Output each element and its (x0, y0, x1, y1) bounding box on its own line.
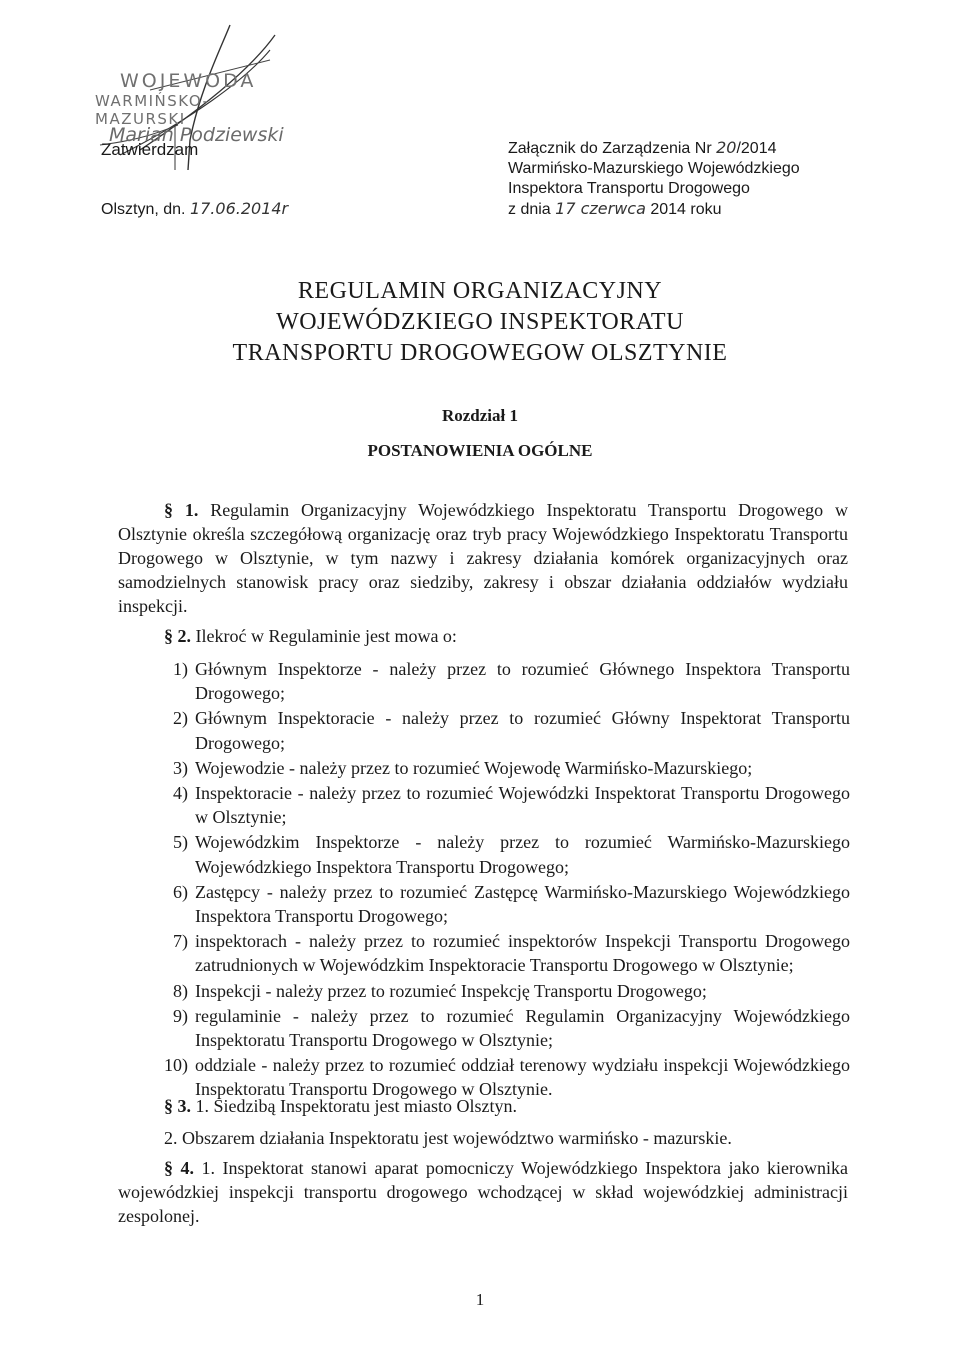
annex-header (508, 138, 800, 220)
definition-item (150, 979, 850, 1003)
definition-number: 3) (173, 757, 188, 778)
paragraph-3-p1: 1. Siedzibą Inspektoratu jest miasto Olsztyn. (195, 1096, 517, 1116)
paragraph-2-intro (118, 624, 848, 648)
document-title (0, 276, 960, 369)
paragraph-4-mark: § 4. (164, 1158, 194, 1178)
handwritten-date: 17.06.2014r (189, 199, 289, 218)
definitions-list (150, 657, 850, 1103)
paragraph-1-text: Regulamin Organizacyjny Wojewódzkiego Inspektoratu Transportu Drogowego w Olsztynie określa szczegółową organizację oraz tryb pracy Wojewódzkiego Inspektoratu Transportu Drogowego w Olsztynie, w tym nazwy i zakresy działania komórek organizacyjnych oraz samodzielnych stanowisk pracy oraz siedziby, zakresy i obszar działania oddziałów wydziału inspekcji. (118, 500, 849, 616)
paragraph-1 (118, 498, 848, 618)
definition-text: Głównym Inspektorze - należy przez to rozumieć Głównego Inspektora Transportu Drogowego; (195, 659, 850, 704)
paragraph-3-p2: 2. Obszarem działania Inspektoratu jest województwo warmińsko - mazurskie. (164, 1128, 732, 1148)
definition-item (150, 1004, 850, 1052)
definition-text: Wojewódzkim Inspektorze - należy przez to rozumieć Warmińsko-Mazurskiego Wojewódzkiego Inspektora Transportu Drogowego; (195, 832, 850, 877)
stamp-name: Marian Podziewski (109, 124, 284, 146)
annex-date-handwritten: 17 czerwca (555, 199, 646, 218)
stamp-line2: WARMIŃSKO-MAZURSKI (95, 92, 210, 128)
definition-number: 9) (173, 1005, 188, 1026)
definition-number: 4) (173, 783, 188, 804)
stamp-line1: WOJEWODA (120, 70, 257, 92)
definition-number: 7) (173, 931, 188, 952)
definition-text: Inspektoracie - należy przez to rozumieć Wojewódzki Inspektorat Transportu Drogowego w Olsztynie; (195, 783, 850, 828)
definition-text: regulaminie - należy przez to rozumieć Regulamin Organizacyjny Wojewódzkiego Inspektoratu Transportu Drogowego w Olsztynie; (195, 1005, 850, 1051)
approval-date-prefix: Olsztyn, dn. (101, 201, 186, 218)
definition-item (150, 781, 850, 829)
definition-number: 2) (173, 708, 188, 729)
annex-line2: Warmińsko-Mazurskiego Wojewódzkiego (508, 160, 800, 177)
definition-item (150, 756, 850, 780)
approval-date (101, 199, 288, 219)
annex-line1-suffix: /2014 (736, 140, 777, 157)
paragraph-4-text: 1. Inspektorat stanowi aparat pomocniczy Wojewódzkiego Inspektora jako kierownika wojewódzkiej inspekcji transportu drogowego wchodzącej w skład wojewódzkiej administracji zespolonej. (118, 1158, 849, 1226)
paragraph-4 (118, 1156, 848, 1228)
definition-number: 1) (173, 659, 188, 679)
definition-text: oddziale - należy przez to rozumieć oddział terenowy wydziału inspekcji Wojewódzkiego Inspektoratu Transportu Drogowego w Olsztynie. (195, 1055, 850, 1100)
paragraph-2-intro-text: Ilekroć w Regulaminie jest mowa o: (195, 626, 457, 646)
annex-line1 (508, 138, 800, 159)
definition-number: 8) (173, 980, 188, 1001)
definition-item (150, 706, 850, 754)
annex-number-handwritten: 20 (716, 138, 737, 157)
annex-line3: Inspektora Transportu Drogowego (508, 180, 750, 197)
definition-text: inspektorach - należy przez to rozumieć inspektorów Inspekcji Transportu Drogowego zatrudnionych w Wojewódzkim Inspektoracie Transportu Drogowego w Olsztynie; (195, 931, 850, 976)
chapter-subtitle: POSTANOWIENIA OGÓLNE (367, 441, 593, 460)
definition-item (150, 657, 850, 705)
page-number: 1 (475, 1290, 485, 1309)
annex-line4-prefix: z dnia (508, 201, 551, 218)
definition-text: Zastępcy - należy przez to rozumieć Zastępcę Warmińsko-Mazurskiego Wojewódzkiego Inspektora Transportu Drogowego; (195, 881, 850, 927)
definition-text: Głównym Inspektoracie - należy przez to rozumieć Główny Inspektorat Transportu Drogowego; (195, 708, 850, 753)
chapter-label: Rozdział 1 (441, 406, 519, 425)
official-stamp (95, 66, 295, 128)
title-line2: WOJEWÓDZKIEGO INSPEKTORATU (276, 309, 684, 335)
approval-label: Zatwierdzam (101, 140, 199, 159)
definition-number: 10) (164, 1055, 188, 1076)
definition-text: Inspekcji - należy przez to rozumieć Inspekcję Transportu Drogowego; (195, 980, 707, 1001)
annex-line1-prefix: Załącznik do Zarządzenia Nr (508, 140, 712, 157)
definition-item (150, 880, 850, 928)
paragraph-2-mark: § 2. (164, 626, 191, 646)
definition-text: Wojewodzie - należy przez to rozumieć Wojewodę Warmińsko-Mazurskiego; (195, 757, 753, 778)
annex-line4-suffix: 2014 roku (650, 201, 722, 218)
title-line3: TRANSPORTU DROGOWEGOW OLSZTYNIE (232, 340, 728, 366)
definition-number: 5) (173, 832, 188, 853)
title-line1: REGULAMIN ORGANIZACYJNY (297, 278, 663, 304)
definition-number: 6) (173, 881, 188, 902)
definition-item (150, 929, 850, 977)
paragraph-3 (118, 1094, 848, 1118)
paragraph-1-mark: § 1. (164, 500, 199, 520)
paragraph-3-mark: § 3. (164, 1096, 191, 1116)
annex-line4 (508, 199, 800, 220)
definition-item (150, 830, 850, 878)
